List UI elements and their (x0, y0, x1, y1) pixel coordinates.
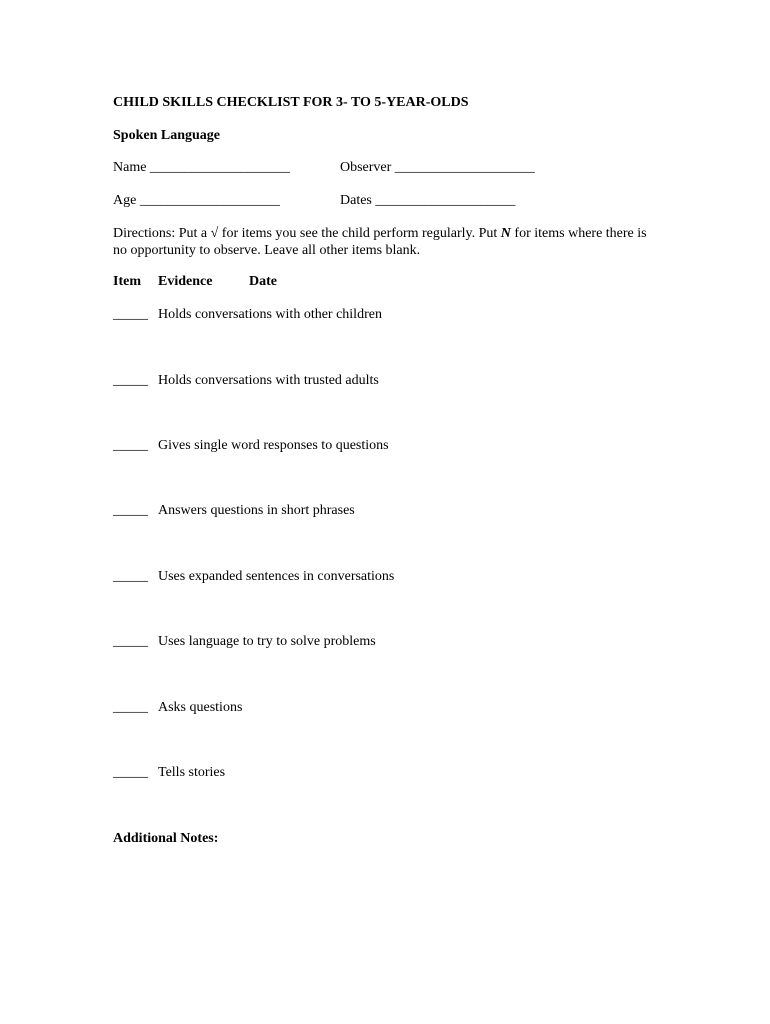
additional-notes-label: Additional Notes: (113, 831, 219, 846)
checklist-item (113, 764, 225, 781)
checklist-blank: _____ (113, 373, 148, 388)
checklist-text: Uses expanded sentences in conversations (158, 569, 395, 584)
checklist-text: Asks questions (158, 700, 243, 715)
observer-field: Observer ____________________ (340, 160, 535, 175)
checklist-text: Holds conversations with other children (158, 307, 382, 322)
checklist-item (113, 699, 242, 716)
directions-part1: Directions: Put a √ for items you see the child perform regularly. Put (113, 226, 501, 241)
directions-emphasis: N (500, 226, 511, 241)
checklist-text: Uses language to try to solve problems (158, 634, 376, 649)
age-field: Age ____________________ (113, 193, 280, 208)
page-title: CHILD SKILLS CHECKLIST FOR 3- TO 5-YEAR-OLDS (113, 95, 469, 110)
checklist-blank: _____ (113, 634, 148, 649)
header-item: Item (113, 274, 141, 289)
section-subtitle: Spoken Language (113, 128, 220, 143)
checklist-blank: _____ (113, 503, 148, 518)
checklist-blank: _____ (113, 765, 148, 780)
directions-text (113, 225, 658, 259)
checklist-item (113, 306, 382, 323)
checklist-item (113, 502, 355, 519)
checklist-item (113, 633, 376, 650)
checklist-text: Answers questions in short phrases (158, 503, 355, 518)
checklist-blank: _____ (113, 700, 148, 715)
header-evidence: Evidence (158, 274, 213, 289)
dates-field: Dates ____________________ (340, 193, 516, 208)
header-date: Date (249, 274, 277, 289)
checklist-item (113, 372, 379, 389)
checklist-blank: _____ (113, 438, 148, 453)
checklist-item (113, 568, 394, 585)
checklist-text: Gives single word responses to questions (158, 438, 389, 453)
directions-part2: for items where there is no opportunity to observe. Leave all other items blank. (113, 226, 647, 258)
checklist-blank: _____ (113, 307, 148, 322)
name-field: Name ____________________ (113, 160, 290, 175)
checklist-item (113, 437, 389, 454)
checklist-text: Holds conversations with trusted adults (158, 373, 379, 388)
checklist-blank: _____ (113, 569, 148, 584)
checklist-text: Tells stories (158, 765, 226, 780)
